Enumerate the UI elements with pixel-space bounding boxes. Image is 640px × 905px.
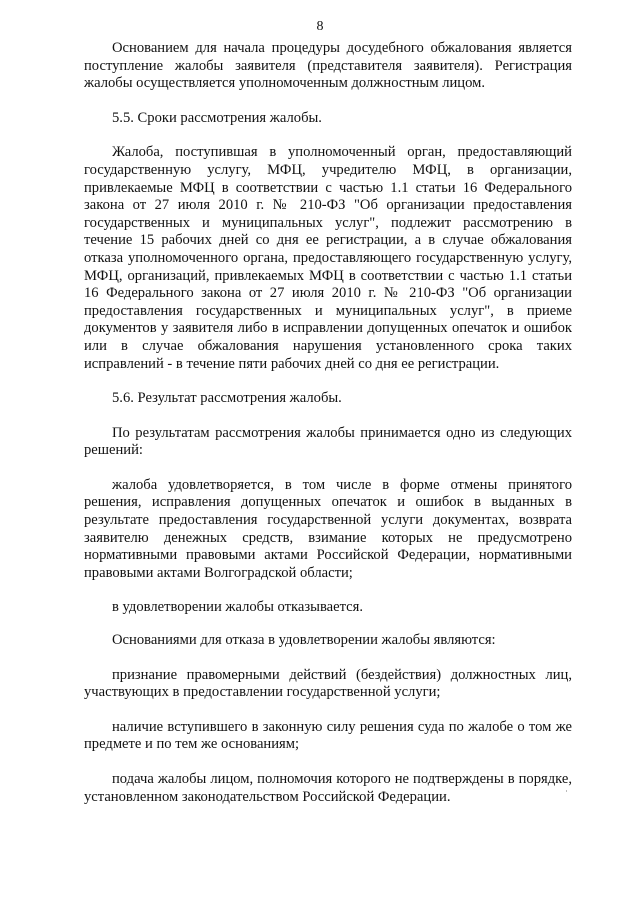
section-heading-5-6: 5.6. Результат рассмотрения жалобы.: [112, 390, 342, 407]
paragraph-registration: Основанием для начала процедуры досудебного обжалования является поступление жалобы заявителя (представителя заявителя). Регистрация жалобы осуществляется уполномоченным должностным лицом.: [84, 40, 572, 92]
paragraph-rejection-grounds: Основаниями для отказа в удовлетворении жалобы являются:: [112, 632, 496, 649]
scan-mark: [566, 790, 567, 792]
paragraph-ground-court-decision: наличие вступившего в законную силу решения суда по жалобе о том же предмете и по тем же основаниям;: [84, 718, 572, 753]
page-number: 8: [316, 19, 324, 34]
paragraph-decisions-intro: По результатам рассмотрения жалобы принимается одно из следующих решений:: [84, 424, 572, 459]
section-heading-5-5: 5.5. Сроки рассмотрения жалобы.: [112, 109, 322, 126]
paragraph-ground-lawful-actions: признание правомерными действий (бездействия) должностных лиц, участвующих в предоставлении государственной услуги;: [84, 666, 572, 701]
paragraph-complaint-rejected: в удовлетворении жалобы отказывается.: [112, 599, 364, 616]
paragraph-review-terms: Жалоба, поступившая в уполномоченный орган, предоставляющий государственную услугу, МФЦ, учредителю МФЦ, в организации, привлекаемые МФЦ в соответствии с частью 1.1 статьи 16 Федерального закона от 27 июля 2010 г. № 210-ФЗ "Об организации предоставления государственных и муниципальных услуг", подлежит рассмотрению в течение 15 рабочих дней со дня ее регистрации, а в случае обжалования отказа уполномоченного органа, предоставляющего государственную услугу, МФЦ, организаций, привлекаемых МФЦ в соответствии с частью 1.1 статьи 16 Федерального закона от 27 июля 2010 г. № 210-ФЗ "Об организации предоставления государственных и муниципальных услуг", в приеме документов у заявителя либо в исправлении допущенных опечаток и ошибок или в случае обжалования нарушения установленного срока таких исправлений - в течение пяти рабочих дней со дня ее регистрации.: [84, 144, 572, 372]
document-body: [84, 40, 572, 823]
paragraph-ground-unconfirmed-authority: подача жалобы лицом, полномочия которого не подтверждены в порядке, установленном законодательством Российской Федерации.: [84, 771, 572, 805]
paragraph-complaint-satisfied: жалоба удовлетворяется, в том числе в форме отмены принятого решения, исправления допущенных опечаток и ошибок в выданных в результате предоставления государственной услуги документах, возврата заявителю денежных средств, взимание которых не предусмотрено нормативными правовыми актами Российской Федерации, нормативными правовыми актами Волгоградской области;: [84, 476, 572, 581]
